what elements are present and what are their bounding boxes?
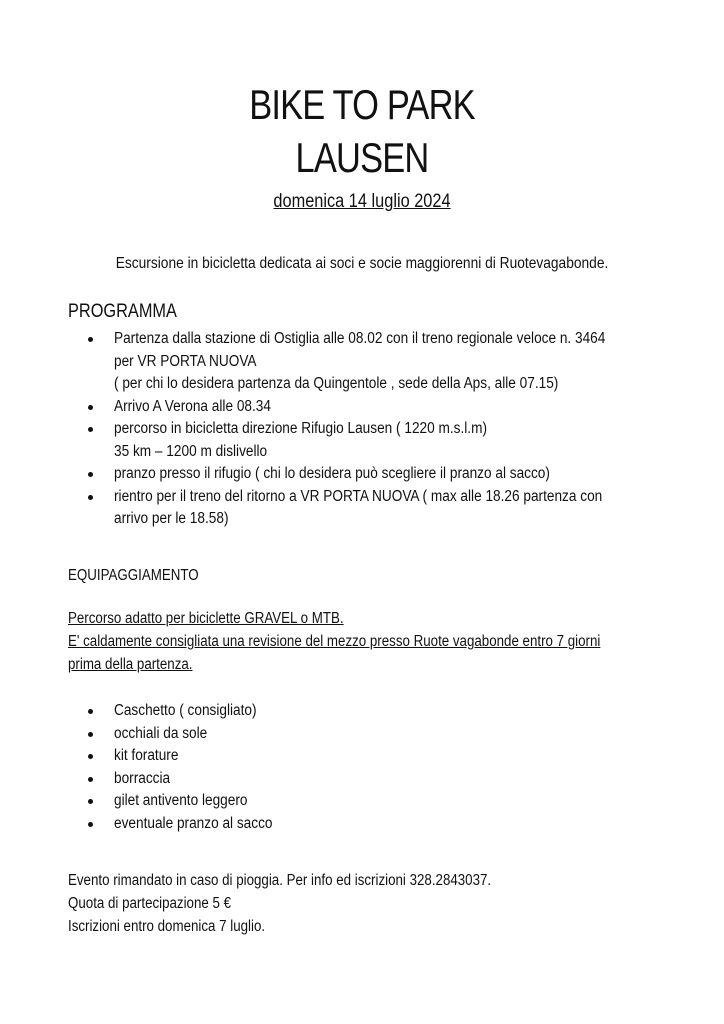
bullet-icon <box>88 495 93 500</box>
list-item-text: rientro per il treno del ritorno a VR PORTA NUOVA ( max alle 18.26 partenza con <box>114 487 603 505</box>
bullet-icon <box>88 337 93 342</box>
footer-info: Evento rimandato in caso di pioggia. Per info ed iscrizioni 328.2843037. <box>68 872 492 889</box>
list-item-text: kit forature <box>114 747 179 764</box>
list-item <box>68 768 668 791</box>
list-item <box>68 745 668 768</box>
intro-text: Escursione in bicicletta dedicata ai soci e socie maggiorenni di Ruotevagabonde. <box>115 255 609 272</box>
event-date: domenica 14 luglio 2024 <box>273 191 451 212</box>
list-item-text: percorso in bicicletta direzione Rifugio Lausen ( 1220 m.s.l.m) <box>114 420 488 437</box>
list-item-text: pranzo presso il rifugio ( chi lo desidera può scegliere il pranzo al sacco) <box>114 465 550 482</box>
list-item <box>68 486 668 531</box>
equipaggiamento-heading: EQUIPAGGIAMENTO <box>68 567 199 584</box>
bullet-icon <box>88 777 93 782</box>
list-item-text: eventuale pranzo al sacco <box>114 814 273 832</box>
list-item-text: borraccia <box>114 769 171 787</box>
title-line-2: LAUSEN <box>295 134 429 181</box>
list-item-text: occhiali da sole <box>114 724 208 742</box>
bullet-icon <box>88 754 93 759</box>
list-item <box>68 790 668 813</box>
equipment-note-line-2: E' caldamente consigliata una revisione del mezzo presso Ruote vagabonde entro 7 giorni <box>68 633 601 650</box>
list-item <box>68 396 668 419</box>
list-item <box>68 463 668 486</box>
list-item-text: per VR PORTA NUOVA <box>114 352 257 370</box>
equipment-list <box>68 700 668 835</box>
list-item-text: Arrivo A Verona alle 08.34 <box>114 397 271 415</box>
list-item-text: gilet antivento leggero <box>114 792 248 809</box>
list-item-text: 35 km – 1200 m dislivello <box>114 442 268 460</box>
bullet-icon <box>88 427 93 432</box>
bullet-icon <box>88 472 93 477</box>
list-item-text: Caschetto ( consigliato) <box>114 702 257 719</box>
bullet-icon <box>88 799 93 804</box>
bullet-icon <box>88 822 93 827</box>
list-item-text: arrivo per le 18.58) <box>114 510 229 527</box>
programma-heading: PROGRAMMA <box>68 301 177 322</box>
list-item <box>68 813 668 836</box>
list-item <box>68 723 668 746</box>
footer-deadline: Iscrizioni entro domenica 7 luglio. <box>68 918 266 935</box>
bullet-icon <box>88 709 93 714</box>
bullet-icon <box>88 405 93 410</box>
list-item <box>68 700 668 723</box>
list-item <box>68 418 668 463</box>
list-item <box>68 328 668 396</box>
programma-list <box>68 328 668 531</box>
footer-fee: Quota di partecipazione 5 € <box>68 895 232 912</box>
bullet-icon <box>88 732 93 737</box>
list-item-text: ( per chi lo desidera partenza da Quingentole , sede della Aps, alle 07.15) <box>114 375 559 392</box>
title-line-1: BIKE TO PARK <box>249 81 475 128</box>
equipment-note-line-3: prima della partenza. <box>68 656 193 673</box>
equipment-note-line-1: Percorso adatto per biciclette GRAVEL o MTB. <box>68 610 344 627</box>
list-item-text: Partenza dalla stazione di Ostiglia alle 08.02 con il treno regionale veloce n. 3464 <box>114 330 606 347</box>
